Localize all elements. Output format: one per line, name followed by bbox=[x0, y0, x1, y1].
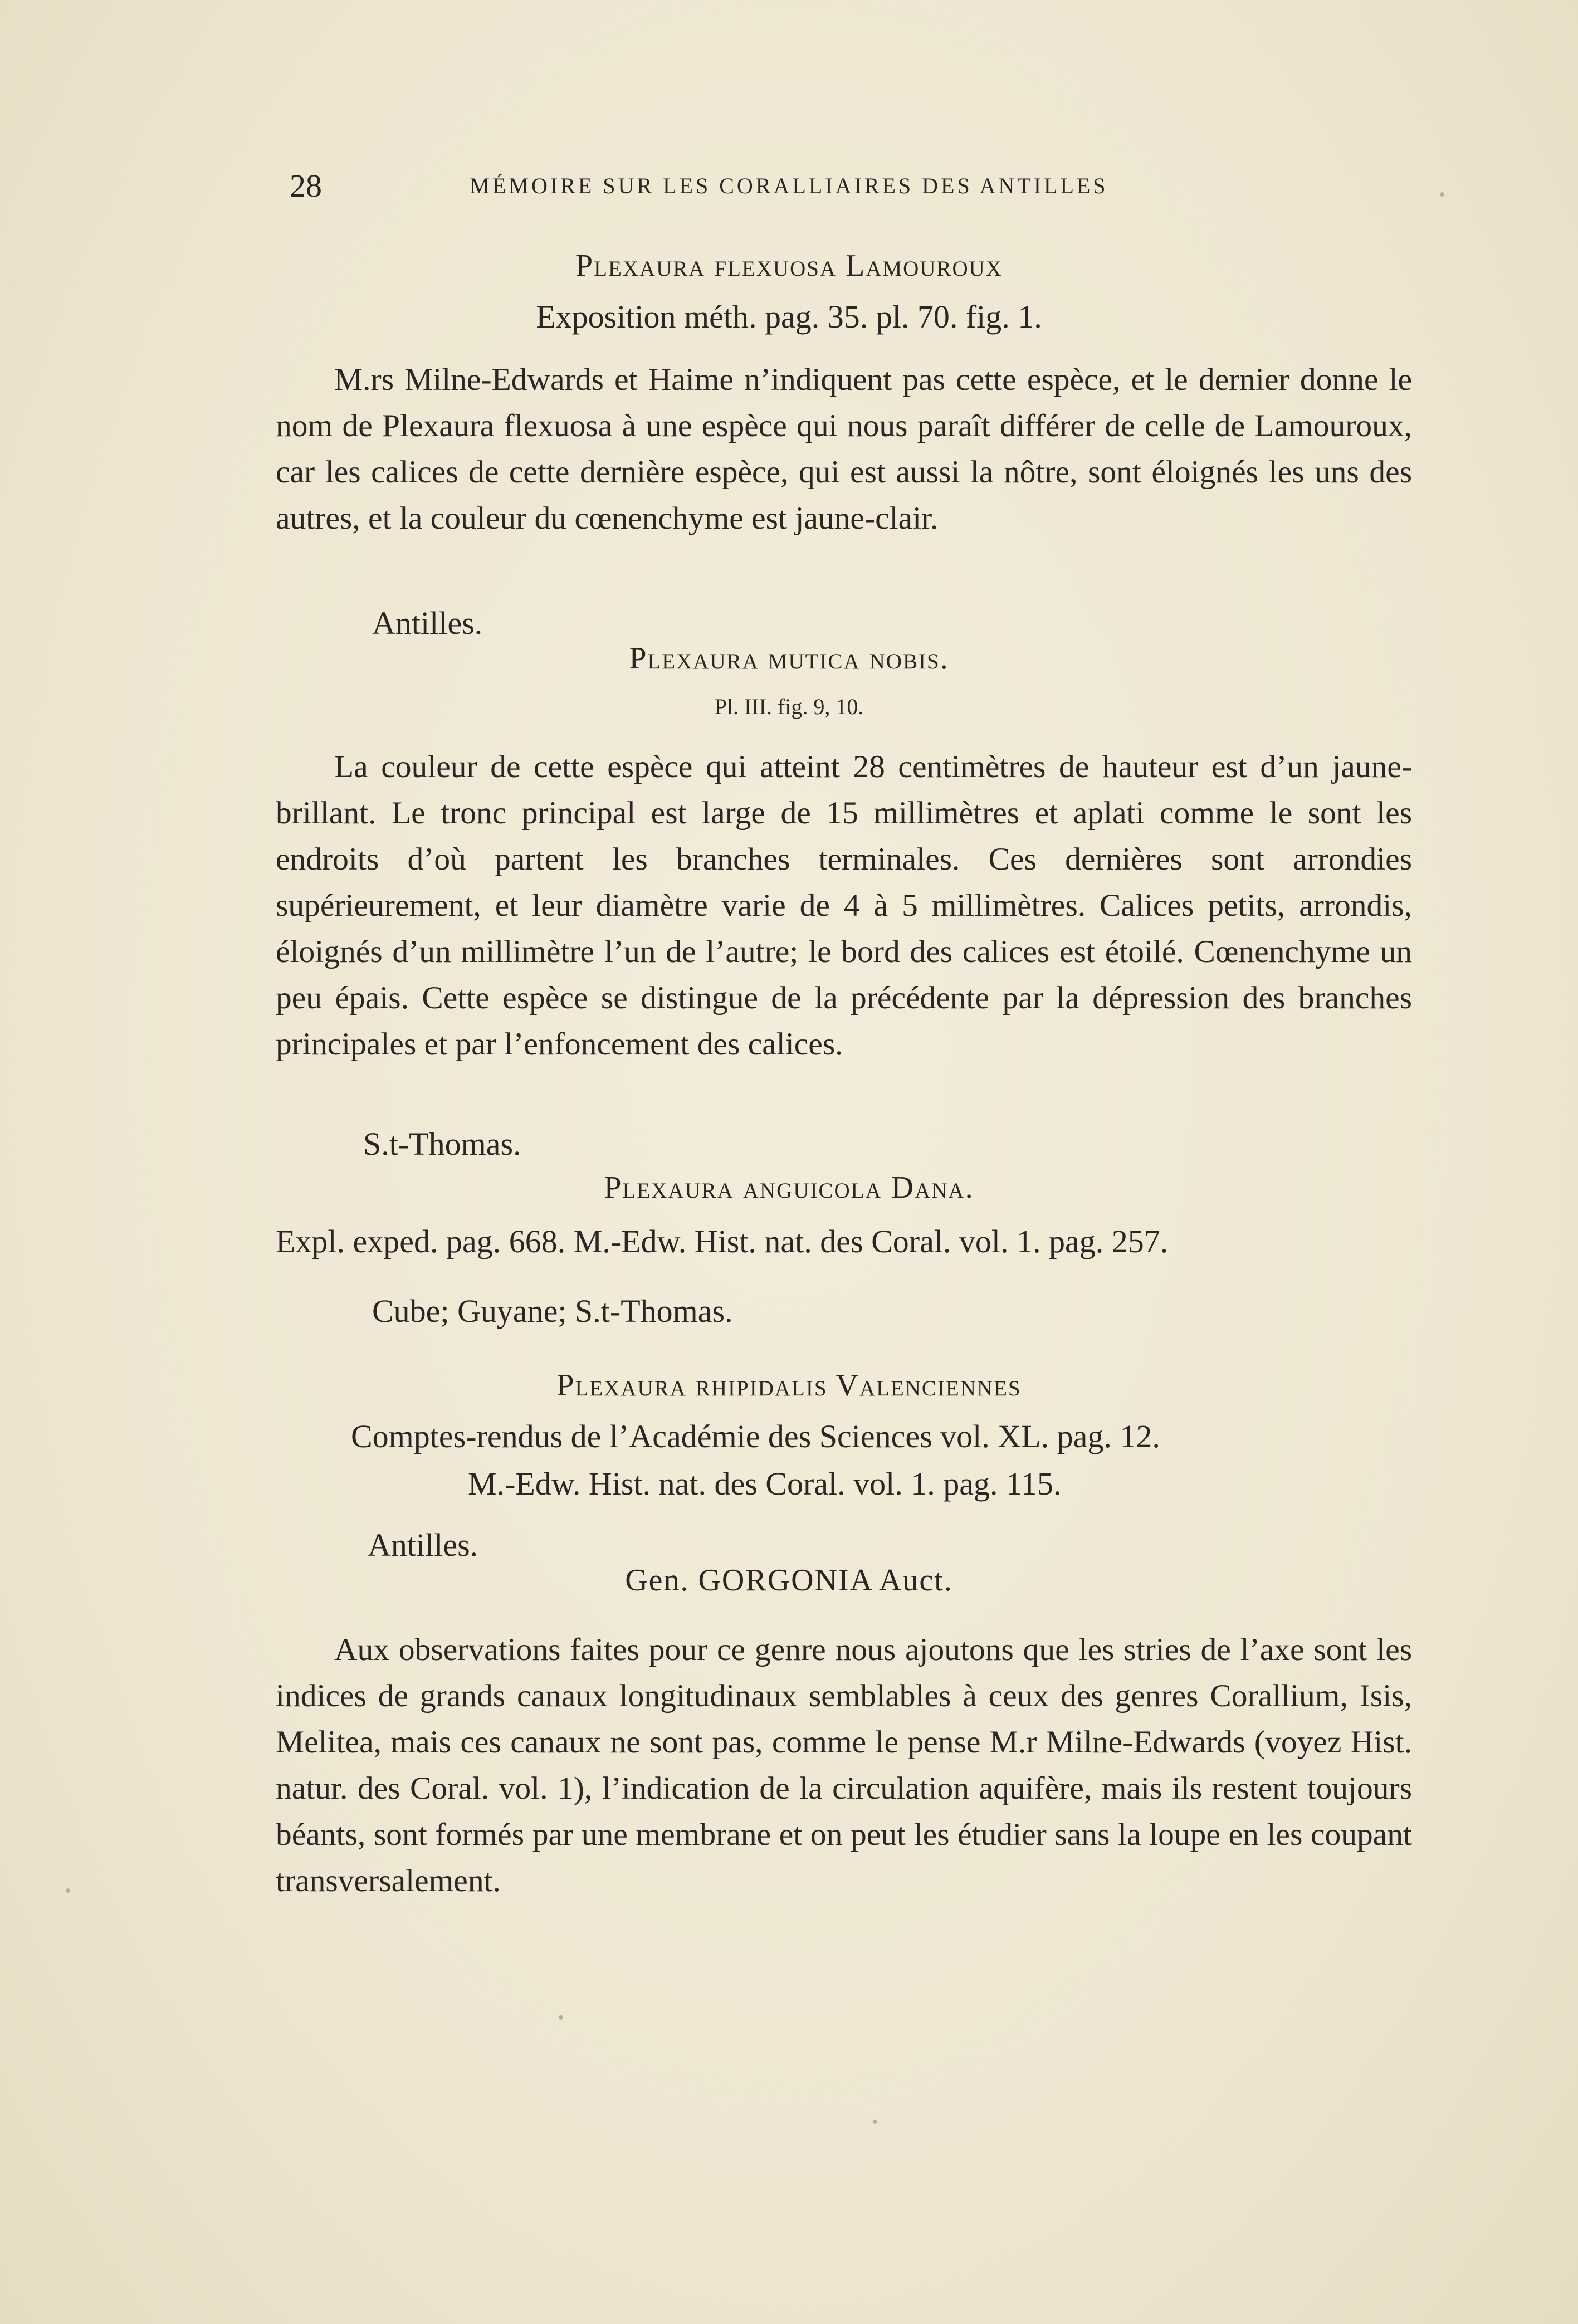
reference-rhipidalis-1: Comptes-rendus de l’Académie des Sciences vol. XL. pag. 12. bbox=[351, 1418, 1160, 1454]
plate-reference-mutica: Pl. III. fig. 9, 10. bbox=[714, 694, 864, 719]
paper-speck bbox=[873, 2120, 877, 2124]
locality-mutica: S.t-Thomas. bbox=[363, 1126, 521, 1162]
locality-rhipidalis: Antilles. bbox=[368, 1527, 478, 1563]
running-head: MÉMOIRE SUR LES CORALLIAIRES DES ANTILLES bbox=[470, 173, 1108, 198]
paragraph-gorgonia: Aux observations faites pour ce genre nous ajoutons que les stries de l’axe sont les indices de grands canaux longitudinaux semblables à ceux des genres Corallium, Isis, Melitea, mais ces canaux ne sont pas, comme le pense M.r Milne-Edwards (voyez Hist. natur. des Coral. vol. 1), l’indication de la circulation aquifère, mais ils restent toujours béants, sont formés par une membrane et on peut les étudier sans la loupe en les coupant transversalement. bbox=[276, 1632, 1412, 1898]
species-heading-mutica: Plexaura mutica nobis. bbox=[629, 641, 949, 676]
reference-flexuosa: Exposition méth. pag. 35. pl. 70. fig. 1. bbox=[536, 299, 1042, 335]
reference-anguicola: Expl. exped. pag. 668. M.-Edw. Hist. nat. des Coral. vol. 1. pag. 257. bbox=[276, 1223, 1169, 1259]
reference-rhipidalis-2: M.-Edw. Hist. nat. des Coral. vol. 1. pag. 115. bbox=[468, 1466, 1062, 1502]
paper-speck bbox=[1440, 192, 1444, 197]
genus-heading-gorgonia: Gen. GORGONIA Auct. bbox=[625, 1563, 953, 1598]
locality-anguicola: Cube; Guyane; S.t-Thomas. bbox=[372, 1293, 733, 1329]
species-heading-flexuosa: Plexaura flexuosa Lamouroux bbox=[575, 248, 1003, 283]
paragraph-flexuosa: M.rs Milne-Edwards et Haime n’indiquent pas cette espèce, et le dernier donne le nom de Plexaura flexuosa à une espèce qui nous paraît différer de celle de Lamouroux, car les calices de cette dernière espèce, qui est aussi la nôtre, sont éloignés les uns des autres, et la couleur du cœnenchyme est jaune-clair. bbox=[276, 362, 1412, 536]
species-heading-anguicola: Plexaura anguicola Dana. bbox=[604, 1170, 974, 1205]
paper-speck bbox=[559, 2015, 563, 2020]
locality-flexuosa: Antilles. bbox=[372, 605, 483, 641]
paragraph-mutica: La couleur de cette espèce qui atteint 28 centimètres de hauteur est d’un jaune-brillant. Le tronc principal est large de 15 millimètres et aplati comme le sont les endroits d’où partent les branches terminales. Ces dernières sont arrondies supérieurement, et leur diamètre varie de 4 à 5 millimètres. Calices petits, arrondis, éloignés d’un millimètre l’un de l’autre; le bord des calices est étoilé. Cœnenchyme un peu épais. Cette espèce se distingue de la précédente par la dépression des branches principales et par l’enfoncement des calices. bbox=[276, 749, 1412, 1062]
paper-speck bbox=[66, 1888, 70, 1893]
page-number: 28 bbox=[290, 168, 322, 204]
species-heading-rhipidalis: Plexaura rhipidalis Valenciennes bbox=[556, 1368, 1022, 1403]
